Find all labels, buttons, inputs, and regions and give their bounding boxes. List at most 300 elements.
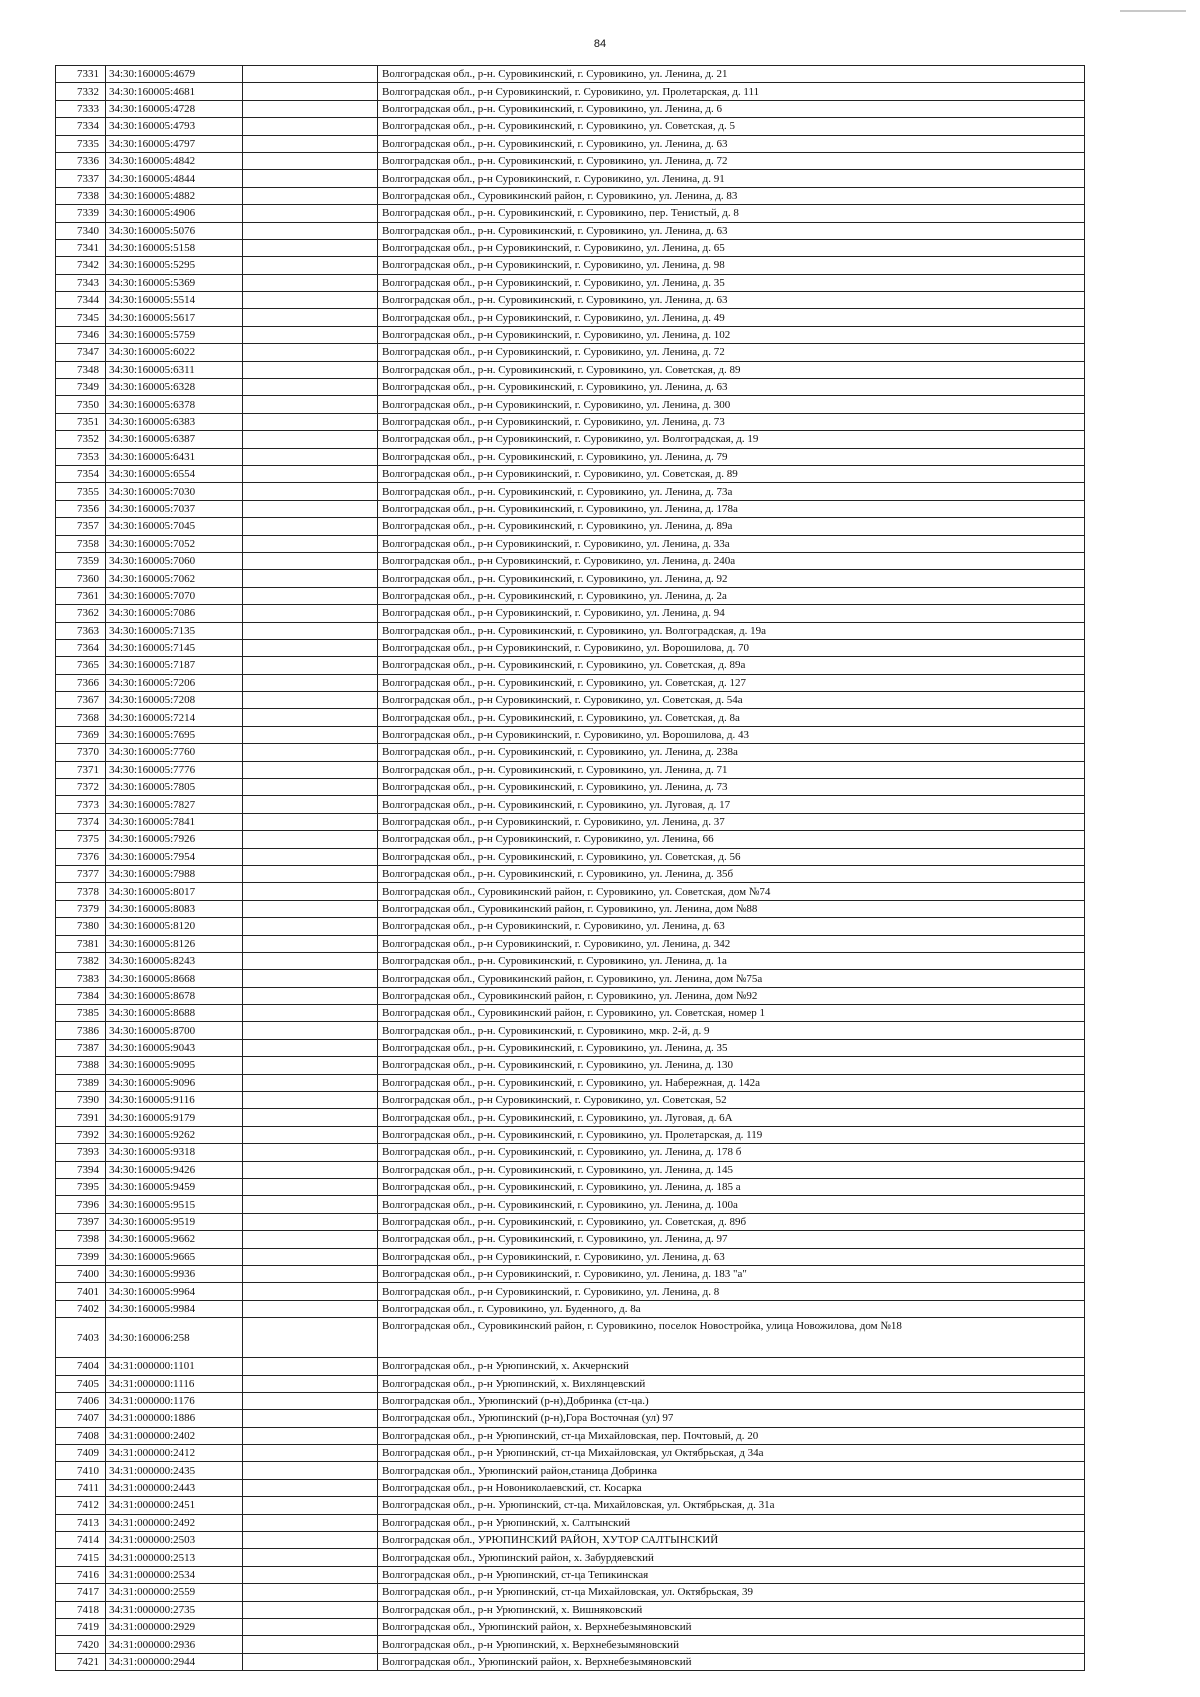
address-cell: Волгоградская обл., р-н. Суровикинский, г. Суровикино, ул. Ленина, д. 100а (378, 1196, 1085, 1213)
cadastral-number-cell: 34:30:160005:8700 (106, 1022, 243, 1039)
address-cell: Волгоградская обл., р-н. Суровикинский, г. Суровикино, ул. Ленина, д. 145 (378, 1161, 1085, 1178)
table-row (56, 1144, 1085, 1161)
row-number-cell: 7408 (56, 1427, 106, 1444)
cadastral-number-cell: 34:31:000000:2402 (106, 1427, 243, 1444)
cadastral-number-cell: 34:30:160005:6431 (106, 448, 243, 465)
table-row (56, 779, 1085, 796)
row-number-cell: 7388 (56, 1057, 106, 1074)
cadastral-number-cell: 34:30:160005:6383 (106, 413, 243, 430)
row-number-cell: 7379 (56, 900, 106, 917)
address-cell: Волгоградская обл., р-н. Суровикинский, г. Суровикино, ул. Ленина, д. 79 (378, 448, 1085, 465)
row-number-cell: 7339 (56, 205, 106, 222)
cadastral-number-cell: 34:30:160005:7760 (106, 744, 243, 761)
row-number-cell: 7342 (56, 257, 106, 274)
cadastral-number-cell: 34:31:000000:1101 (106, 1358, 243, 1375)
row-number-cell: 7405 (56, 1375, 106, 1392)
address-cell: Волгоградская обл., р-н Суровикинский, г. Суровикино, ул. Советская, 52 (378, 1092, 1085, 1109)
row-number-cell: 7393 (56, 1144, 106, 1161)
cadastral-number-cell: 34:31:000000:1176 (106, 1392, 243, 1409)
cadastral-number-cell: 34:30:160005:9262 (106, 1126, 243, 1143)
empty-cell (243, 831, 378, 848)
table-row (56, 552, 1085, 569)
row-number-cell: 7396 (56, 1196, 106, 1213)
address-cell: Волгоградская обл., р-н Суровикинский, г. Суровикино, ул. Советская, д. 89 (378, 465, 1085, 482)
address-cell: Волгоградская обл., р-н. Суровикинский, г. Суровикино, ул. Ленина, д. 178 б (378, 1144, 1085, 1161)
address-cell: Волгоградская обл., р-н Суровикинский, г. Суровикино, ул. Ленина, д. 65 (378, 239, 1085, 256)
address-cell: Волгоградская обл., р-н Суровикинский, г. Суровикино, ул. Ленина, д. 49 (378, 309, 1085, 326)
empty-cell (243, 935, 378, 952)
row-number-cell: 7372 (56, 779, 106, 796)
table-row (56, 135, 1085, 152)
empty-cell (243, 1427, 378, 1444)
empty-cell (243, 1479, 378, 1496)
cadastral-number-cell: 34:30:160005:7086 (106, 605, 243, 622)
empty-cell (243, 66, 378, 83)
table-row (56, 1005, 1085, 1022)
cadastral-number-cell: 34:31:000000:2451 (106, 1497, 243, 1514)
cadastral-number-cell: 34:30:160005:9984 (106, 1300, 243, 1317)
address-cell: Волгоградская обл., р-н Урюпинский, х. Верхнебезымяновский (378, 1636, 1085, 1653)
row-number-cell: 7376 (56, 848, 106, 865)
cadastral-number-cell: 34:30:160005:4882 (106, 187, 243, 204)
empty-cell (243, 1532, 378, 1549)
empty-cell (243, 883, 378, 900)
address-cell: Волгоградская обл., р-н. Суровикинский, г. Суровикино, ул. Советская, д. 127 (378, 674, 1085, 691)
row-number-cell: 7385 (56, 1005, 106, 1022)
address-cell: Волгоградская обл., р-н. Суровикинский, г. Суровикино, ул. Ленина, д. 89а (378, 518, 1085, 535)
empty-cell (243, 170, 378, 187)
address-cell: Волгоградская обл., р-н. Суровикинский, г. Суровикино, ул. Ленина, д. 185 а (378, 1179, 1085, 1196)
row-number-cell: 7360 (56, 570, 106, 587)
empty-cell (243, 518, 378, 535)
cadastral-number-cell: 34:30:160005:5369 (106, 274, 243, 291)
cadastral-number-cell: 34:30:160005:9426 (106, 1161, 243, 1178)
table-row (56, 1283, 1085, 1300)
table-row (56, 413, 1085, 430)
cadastral-number-cell: 34:30:160005:4679 (106, 66, 243, 83)
row-number-cell: 7387 (56, 1039, 106, 1056)
table-row (56, 1532, 1085, 1549)
row-number-cell: 7338 (56, 187, 106, 204)
row-number-cell: 7370 (56, 744, 106, 761)
empty-cell (243, 587, 378, 604)
empty-cell (243, 1231, 378, 1248)
address-cell: Волгоградская обл., Урюпинский район, х. Верхнебезымяновский (378, 1618, 1085, 1635)
empty-cell (243, 1057, 378, 1074)
row-number-cell: 7331 (56, 66, 106, 83)
cadastral-number-cell: 34:30:160005:8668 (106, 970, 243, 987)
empty-cell (243, 187, 378, 204)
empty-cell (243, 100, 378, 117)
row-number-cell: 7419 (56, 1618, 106, 1635)
empty-cell (243, 761, 378, 778)
cadastral-number-cell: 34:31:000000:2492 (106, 1514, 243, 1531)
cadastral-number-cell: 34:30:160005:5759 (106, 326, 243, 343)
table-row (56, 1497, 1085, 1514)
cadastral-number-cell: 34:30:160005:4906 (106, 205, 243, 222)
empty-cell (243, 796, 378, 813)
cadastral-number-cell: 34:31:000000:2503 (106, 1532, 243, 1549)
empty-cell (243, 1584, 378, 1601)
table-row (56, 83, 1085, 100)
address-cell: Волгоградская обл., р-н Суровикинский, г. Суровикино, ул. Ворошилова, д. 70 (378, 639, 1085, 656)
empty-cell (243, 779, 378, 796)
table-row (56, 1231, 1085, 1248)
table-row (56, 66, 1085, 83)
row-number-cell: 7363 (56, 622, 106, 639)
row-number-cell: 7366 (56, 674, 106, 691)
table-row (56, 222, 1085, 239)
cadastral-number-cell: 34:30:160005:4728 (106, 100, 243, 117)
cadastral-number-cell: 34:30:160005:7030 (106, 483, 243, 500)
table-row (56, 657, 1085, 674)
cadastral-number-cell: 34:30:160005:7052 (106, 535, 243, 552)
row-number-cell: 7384 (56, 987, 106, 1004)
address-cell: Волгоградская обл., р-н Урюпинский, х. Вихлянцевский (378, 1375, 1085, 1392)
row-number-cell: 7364 (56, 639, 106, 656)
row-number-cell: 7361 (56, 587, 106, 604)
address-cell: Волгоградская обл., р-н. Суровикинский, г. Суровикино, ул. Ленина, д. 72 (378, 152, 1085, 169)
address-cell: Волгоградская обл., Суровикинский район, г. Суровикино, ул. Ленина, д. 83 (378, 187, 1085, 204)
address-cell: Волгоградская обл., р-н. Суровикинский, г. Суровикино, ул. Ленина, д. 63 (378, 222, 1085, 239)
empty-cell (243, 1566, 378, 1583)
address-cell: Волгоградская обл., р-н. Урюпинский, ст-ца. Михайловская, ул. Октябрьская, д. 31а (378, 1497, 1085, 1514)
row-number-cell: 7415 (56, 1549, 106, 1566)
address-cell: Волгоградская обл., р-н. Суровикинский, г. Суровикино, ул. Пролетарская, д. 119 (378, 1126, 1085, 1143)
empty-cell (243, 1265, 378, 1282)
table-row (56, 761, 1085, 778)
cadastral-number-cell: 34:30:160005:6311 (106, 361, 243, 378)
address-cell: Волгоградская обл., р-н Урюпинский, ст-ца Михайловская, пер. Почтовый, д. 20 (378, 1427, 1085, 1444)
row-number-cell: 7349 (56, 379, 106, 396)
cadastral-number-cell: 34:31:000000:2929 (106, 1618, 243, 1635)
empty-cell (243, 465, 378, 482)
empty-cell (243, 657, 378, 674)
row-number-cell: 7403 (56, 1318, 106, 1358)
table-row (56, 1427, 1085, 1444)
row-number-cell: 7392 (56, 1126, 106, 1143)
address-cell: Волгоградская обл., р-н Суровикинский, г. Суровикино, ул. Ленина, д. 102 (378, 326, 1085, 343)
empty-cell (243, 674, 378, 691)
cadastral-number-cell: 34:31:000000:2412 (106, 1445, 243, 1462)
row-number-cell: 7417 (56, 1584, 106, 1601)
empty-cell (243, 1375, 378, 1392)
address-cell: Волгоградская обл., Суровикинский район, г. Суровикино, ул. Ленина, дом №88 (378, 900, 1085, 917)
row-number-cell: 7412 (56, 1497, 106, 1514)
cadastral-number-cell: 34:30:160005:7805 (106, 779, 243, 796)
row-number-cell: 7374 (56, 813, 106, 830)
cadastral-number-cell: 34:30:160005:7206 (106, 674, 243, 691)
address-cell: Волгоградская обл., р-н. Суровикинский, г. Суровикино, ул. Советская, д. 8а (378, 709, 1085, 726)
row-number-cell: 7332 (56, 83, 106, 100)
address-cell: Волгоградская обл., р-н. Суровикинский, г. Суровикино, ул. Ленина, д. 97 (378, 1231, 1085, 1248)
empty-cell (243, 1213, 378, 1230)
table-row (56, 970, 1085, 987)
address-cell: Волгоградская обл., Суровикинский район, г. Суровикино, ул. Советская, дом №74 (378, 883, 1085, 900)
row-number-cell: 7343 (56, 274, 106, 291)
empty-cell (243, 361, 378, 378)
address-cell: Волгоградская обл., р-н. Суровикинский, г. Суровикино, ул. Советская, д. 56 (378, 848, 1085, 865)
row-number-cell: 7362 (56, 605, 106, 622)
cadastral-number-cell: 34:30:160005:6378 (106, 396, 243, 413)
table-row (56, 483, 1085, 500)
cadastral-number-cell: 34:30:160005:9662 (106, 1231, 243, 1248)
address-cell: Волгоградская обл., р-н Урюпинский, ст-ца Тепикинская (378, 1566, 1085, 1583)
table-row (56, 1179, 1085, 1196)
empty-cell (243, 918, 378, 935)
cadastral-number-cell: 34:31:000000:2435 (106, 1462, 243, 1479)
cadastral-number-cell: 34:30:160005:5514 (106, 292, 243, 309)
cadastral-number-cell: 34:31:000000:2534 (106, 1566, 243, 1583)
table-row (56, 1566, 1085, 1583)
table-row (56, 1318, 1085, 1358)
empty-cell (243, 1514, 378, 1531)
empty-cell (243, 848, 378, 865)
cadastral-number-cell: 34:30:160005:9095 (106, 1057, 243, 1074)
row-number-cell: 7346 (56, 326, 106, 343)
table-row (56, 1022, 1085, 1039)
empty-cell (243, 448, 378, 465)
address-cell: Волгоградская обл., р-н Суровикинский, г. Суровикино, ул. Ленина, д. 8 (378, 1283, 1085, 1300)
address-cell: Волгоградская обл., р-н Суровикинский, г. Суровикино, ул. Ленина, д. 183 "а" (378, 1265, 1085, 1282)
table-row (56, 1653, 1085, 1670)
row-number-cell: 7357 (56, 518, 106, 535)
row-number-cell: 7420 (56, 1636, 106, 1653)
address-cell: Волгоградская обл., р-н. Суровикинский, г. Суровикино, ул. Ленина, д. 6 (378, 100, 1085, 117)
row-number-cell: 7345 (56, 309, 106, 326)
empty-cell (243, 1445, 378, 1462)
row-number-cell: 7401 (56, 1283, 106, 1300)
cadastral-number-cell: 34:31:000000:2944 (106, 1653, 243, 1670)
table-row (56, 622, 1085, 639)
cadastral-number-cell: 34:31:000000:2936 (106, 1636, 243, 1653)
cadastral-number-cell: 34:30:160005:9318 (106, 1144, 243, 1161)
row-number-cell: 7402 (56, 1300, 106, 1317)
empty-cell (243, 952, 378, 969)
address-cell: Волгоградская обл., г. Суровикино, ул. Буденного, д. 8а (378, 1300, 1085, 1317)
empty-cell (243, 1618, 378, 1635)
row-number-cell: 7414 (56, 1532, 106, 1549)
empty-cell (243, 970, 378, 987)
cadastral-number-cell: 34:31:000000:2443 (106, 1479, 243, 1496)
row-number-cell: 7373 (56, 796, 106, 813)
empty-cell (243, 1549, 378, 1566)
empty-cell (243, 1005, 378, 1022)
row-number-cell: 7399 (56, 1248, 106, 1265)
empty-cell (243, 1410, 378, 1427)
address-cell: Волгоградская обл., р-н Суровикинский, г. Суровикино, ул. Ленина, д. 342 (378, 935, 1085, 952)
table-row (56, 1265, 1085, 1282)
table-row (56, 1375, 1085, 1392)
row-number-cell: 7352 (56, 431, 106, 448)
address-cell: Волгоградская обл., р-н. Суровикинский, г. Суровикино, ул. Ленина, д. 63 (378, 379, 1085, 396)
row-number-cell: 7391 (56, 1109, 106, 1126)
cadastral-number-cell: 34:30:160005:4681 (106, 83, 243, 100)
cadastral-number-cell: 34:30:160005:7695 (106, 726, 243, 743)
table-row (56, 1074, 1085, 1091)
row-number-cell: 7389 (56, 1074, 106, 1091)
row-number-cell: 7344 (56, 292, 106, 309)
row-number-cell: 7407 (56, 1410, 106, 1427)
empty-cell (243, 1092, 378, 1109)
empty-cell (243, 413, 378, 430)
empty-cell (243, 1462, 378, 1479)
row-number-cell: 7377 (56, 865, 106, 882)
table-row (56, 1213, 1085, 1230)
cadastral-number-cell: 34:30:160005:8688 (106, 1005, 243, 1022)
cadastral-number-cell: 34:30:160005:9096 (106, 1074, 243, 1091)
cadastral-number-cell: 34:30:160005:7070 (106, 587, 243, 604)
row-number-cell: 7348 (56, 361, 106, 378)
cadastral-number-cell: 34:30:160005:8243 (106, 952, 243, 969)
address-cell: Волгоградская обл., р-н Суровикинский, г. Суровикино, ул. Волгоградская, д. 19 (378, 431, 1085, 448)
empty-cell (243, 1074, 378, 1091)
row-number-cell: 7334 (56, 118, 106, 135)
row-number-cell: 7381 (56, 935, 106, 952)
address-cell: Волгоградская обл., р-н. Суровикинский, г. Суровикино, ул. Ленина, д. 130 (378, 1057, 1085, 1074)
cadastral-number-cell: 34:30:160005:9964 (106, 1283, 243, 1300)
cadastral-number-cell: 34:30:160005:8678 (106, 987, 243, 1004)
table-row (56, 883, 1085, 900)
empty-cell (243, 692, 378, 709)
empty-cell (243, 274, 378, 291)
table-row (56, 170, 1085, 187)
table-row (56, 674, 1085, 691)
address-cell: Волгоградская обл., р-н. Суровикинский, г. Суровикино, пер. Тенистый, д. 8 (378, 205, 1085, 222)
empty-cell (243, 726, 378, 743)
row-number-cell: 7355 (56, 483, 106, 500)
row-number-cell: 7341 (56, 239, 106, 256)
address-cell: Волгоградская обл., Урюпинский (р-н),Добринка (ст-ца.) (378, 1392, 1085, 1409)
row-number-cell: 7411 (56, 1479, 106, 1496)
cadastral-number-cell: 34:30:160005:5617 (106, 309, 243, 326)
cadastral-number-cell: 34:30:160005:7135 (106, 622, 243, 639)
address-cell: Волгоградская обл., р-н Суровикинский, г. Суровикино, ул. Ленина, д. 37 (378, 813, 1085, 830)
page-number: 84 (593, 38, 607, 50)
address-cell: Волгоградская обл., р-н Суровикинский, г. Суровикино, ул. Ленина, д. 240а (378, 552, 1085, 569)
table-row (56, 257, 1085, 274)
row-number-cell: 7333 (56, 100, 106, 117)
cadastral-number-cell: 34:30:160005:9515 (106, 1196, 243, 1213)
row-number-cell: 7386 (56, 1022, 106, 1039)
row-number-cell: 7382 (56, 952, 106, 969)
table-row (56, 1601, 1085, 1618)
cadastral-number-cell: 34:30:160005:4844 (106, 170, 243, 187)
row-number-cell: 7400 (56, 1265, 106, 1282)
address-cell: Волгоградская обл., р-н. Суровикинский, г. Суровикино, ул. Советская, д. 89а (378, 657, 1085, 674)
address-cell: Волгоградская обл., р-н. Суровикинский, г. Суровикино, ул. Ленина, д. 178а (378, 500, 1085, 517)
address-cell: Волгоградская обл., р-н. Суровикинский, г. Суровикино, ул. Ленина, д. 73а (378, 483, 1085, 500)
address-cell: Волгоградская обл., р-н. Суровикинский, г. Суровикино, ул. Ленина, д. 35б (378, 865, 1085, 882)
table-row (56, 326, 1085, 343)
cadastral-number-cell: 34:30:160005:7145 (106, 639, 243, 656)
row-number-cell: 7398 (56, 1231, 106, 1248)
address-cell: Волгоградская обл., Суровикинский район, г. Суровикино, ул. Советская, номер 1 (378, 1005, 1085, 1022)
row-number-cell: 7416 (56, 1566, 106, 1583)
cadastral-number-cell: 34:30:160005:7045 (106, 518, 243, 535)
address-cell: Волгоградская обл., р-н Суровикинский, г. Суровикино, ул. Ленина, д. 98 (378, 257, 1085, 274)
empty-cell (243, 1283, 378, 1300)
cadastral-number-cell: 34:30:160005:6554 (106, 465, 243, 482)
cadastral-number-cell: 34:31:000000:2559 (106, 1584, 243, 1601)
address-cell: Волгоградская обл., р-н Урюпинский, х. Вишняковский (378, 1601, 1085, 1618)
table-row (56, 1109, 1085, 1126)
address-cell: Волгоградская обл., р-н Урюпинский, ст-ца Михайловская, ул. Октябрьская, 39 (378, 1584, 1085, 1601)
empty-cell (243, 1109, 378, 1126)
cadastral-number-cell: 34:30:160005:7208 (106, 692, 243, 709)
table-row (56, 865, 1085, 882)
address-cell: Волгоградская обл., Урюпинский район,станица Добринка (378, 1462, 1085, 1479)
address-cell: Волгоградская обл., р-н Суровикинский, г. Суровикино, ул. Ленина, д. 94 (378, 605, 1085, 622)
row-number-cell: 7353 (56, 448, 106, 465)
address-cell: Волгоградская обл., УРЮПИНСКИЙ РАЙОН, ХУТОР САЛТЫНСКИЙ (378, 1532, 1085, 1549)
table-row (56, 518, 1085, 535)
cadastral-number-cell: 34:30:160005:7060 (106, 552, 243, 569)
table-row (56, 1358, 1085, 1375)
cadastral-number-cell: 34:30:160005:9116 (106, 1092, 243, 1109)
address-cell: Волгоградская обл., р-н Суровикинский, г. Суровикино, ул. Ленина, д. 300 (378, 396, 1085, 413)
address-cell: Волгоградская обл., р-н. Суровикинский, г. Суровикино, ул. Ленина, д. 2а (378, 587, 1085, 604)
empty-cell (243, 205, 378, 222)
table-row (56, 813, 1085, 830)
table-row (56, 1126, 1085, 1143)
table-row (56, 709, 1085, 726)
address-cell: Волгоградская обл., р-н Суровикинский, г. Суровикино, ул. Советская, д. 54а (378, 692, 1085, 709)
table-row (56, 187, 1085, 204)
table-row (56, 744, 1085, 761)
empty-cell (243, 222, 378, 239)
cadastral-number-cell: 34:30:160005:7827 (106, 796, 243, 813)
empty-cell (243, 292, 378, 309)
table-row (56, 1092, 1085, 1109)
address-cell: Волгоградская обл., р-н Суровикинский, г. Суровикино, ул. Ленина, д. 63 (378, 1248, 1085, 1265)
address-cell: Волгоградская обл., р-н Новониколаевский, ст. Косарка (378, 1479, 1085, 1496)
table-row (56, 935, 1085, 952)
empty-cell (243, 483, 378, 500)
address-cell: Волгоградская обл., р-н. Суровикинский, г. Суровикино, ул. Ленина, д. 73 (378, 779, 1085, 796)
table-row (56, 1445, 1085, 1462)
row-number-cell: 7383 (56, 970, 106, 987)
empty-cell (243, 865, 378, 882)
empty-cell (243, 709, 378, 726)
empty-cell (243, 396, 378, 413)
cadastral-number-cell: 34:30:160005:7037 (106, 500, 243, 517)
scan-edge-mark (1120, 10, 1186, 12)
cadastral-number-cell: 34:30:160005:7776 (106, 761, 243, 778)
row-number-cell: 7390 (56, 1092, 106, 1109)
cadastral-number-cell: 34:31:000000:1886 (106, 1410, 243, 1427)
address-cell: Волгоградская обл., р-н Суровикинский, г. Суровикино, ул. Ленина, 66 (378, 831, 1085, 848)
address-cell: Волгоградская обл., р-н. Суровикинский, г. Суровикино, ул. Советская, д. 5 (378, 118, 1085, 135)
empty-cell (243, 239, 378, 256)
address-cell: Волгоградская обл., р-н. Суровикинский, г. Суровикино, ул. Ленина, д. 1а (378, 952, 1085, 969)
address-cell: Волгоградская обл., Суровикинский район, г. Суровикино, поселок Новостройка, улица Новожилова, дом №18 (378, 1318, 1085, 1358)
empty-cell (243, 379, 378, 396)
table-row (56, 379, 1085, 396)
address-cell: Волгоградская обл., р-н. Суровикинский, г. Суровикино, ул. Волгоградская, д. 19а (378, 622, 1085, 639)
cadastral-number-cell: 34:30:160005:9179 (106, 1109, 243, 1126)
address-cell: Волгоградская обл., р-н Урюпинский, х. Акчернский (378, 1358, 1085, 1375)
empty-cell (243, 639, 378, 656)
table-row (56, 309, 1085, 326)
row-number-cell: 7359 (56, 552, 106, 569)
table-row (56, 205, 1085, 222)
address-cell: Волгоградская обл., р-н Суровикинский, г. Суровикино, ул. Ленина, д. 35 (378, 274, 1085, 291)
cadastral-number-cell: 34:30:160005:6022 (106, 344, 243, 361)
empty-cell (243, 431, 378, 448)
address-cell: Волгоградская обл., р-н. Суровикинский, г. Суровикино, ул. Луговая, д. 17 (378, 796, 1085, 813)
empty-cell (243, 83, 378, 100)
